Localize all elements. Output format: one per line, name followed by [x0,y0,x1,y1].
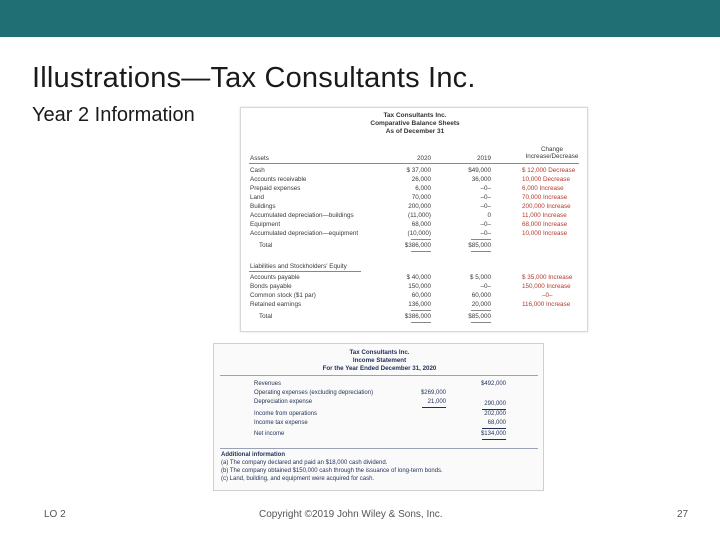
is-company: Tax Consultants Inc. [349,349,410,356]
table-row-label: Accumulated depreciation—buildings [250,212,354,219]
slide-title: Illustrations—Tax Consultants Inc. [32,62,476,94]
is-row-outer: 202,000 [484,411,506,417]
bs-double-rule [471,251,491,252]
table-row-label: Common stock ($1 par) [250,292,316,299]
table-cell: 200,000 [408,203,431,210]
bs-assets-header: Assets [250,155,269,162]
table-cell: (11,000) [408,212,431,219]
is-row-inner: $269,000 [420,390,446,396]
table-cell-change: 70,000 Increase [522,194,568,201]
income-statement-image [213,343,544,491]
table-cell: 60,000 [411,292,431,299]
is-row-label: Income tax expense [254,420,308,426]
table-cell: 136,000 [408,301,431,308]
table-cell: 60,000 [471,292,491,299]
bs-liab-total-2019: $85,000 [468,313,491,320]
table-cell: 150,000 [408,283,431,290]
table-cell: 0 [487,212,491,219]
table-row-label: Accounts receivable [250,176,307,183]
table-cell-change: $ 12,000 Decrease [522,167,576,174]
footer-copyright: Copyright ©2019 John Wiley & Sons, Inc. [259,509,443,520]
is-row-label: Revenues [254,381,282,387]
table-cell-change: 11,000 Increase [522,212,567,219]
bs-liab-total-label: Total [259,313,273,320]
bs-header-rule [249,163,579,164]
bs-assets-total-label: Total [259,242,273,249]
is-additional-item: (a) The company declared and paid an $18,000 cash dividend. [221,460,388,466]
table-row-label: Accounts payable [250,274,300,281]
bs-col-2019: 2019 [476,155,491,162]
is-rule [482,428,506,429]
table-cell-change: –0– [542,292,553,299]
bs-statement-title: Comparative Balance Sheets [370,120,460,127]
bs-col-change-line1: Change [540,146,564,153]
table-row-label: Equipment [250,221,281,228]
bs-liab-total-2020: $386,000 [404,313,431,320]
bs-col-change-line2: Increase/Decrease [525,153,579,160]
is-rule [220,375,538,376]
table-cell: 70,000 [411,194,431,201]
slide-number: 27 [677,509,689,520]
table-cell: $ 40,000 [406,274,431,281]
table-cell: (10,000) [407,230,431,237]
table-row-label: Retained earnings [250,301,302,308]
table-cell-change: 150,000 Increase [522,283,571,290]
is-row-label: Depreciation expense [254,399,313,405]
table-row-label: Cash [250,167,265,174]
table-cell: 6,000 [415,185,431,192]
bs-assets-total-2020: $386,000 [404,242,431,249]
table-cell-change: 200,000 Increase [522,203,571,210]
table-row-label: Bonds payable [250,283,292,290]
is-additional-item: (c) Land, building, and equipment were acquired for cash. [221,476,375,482]
table-cell: –0– [480,221,491,228]
bs-rule [249,271,361,272]
table-cell-change: 116,000 Increase [522,301,571,308]
is-additional-item: (b) The company obtained $150,000 cash through the issuance of long-term bonds. [221,468,443,474]
is-row-outer: $492,000 [480,381,506,387]
table-row-label: Accumulated depreciation—equipment [250,230,359,237]
balance-sheet-image [240,107,588,332]
is-rule [422,407,446,408]
is-row-label: Net income [254,431,285,437]
table-cell: –0– [480,230,491,237]
table-cell: $49,000 [468,167,491,174]
is-double-rule [482,439,506,440]
is-rule [482,409,506,410]
bs-rule [471,239,491,240]
bs-double-rule [411,322,431,323]
is-period: For the Year Ended December 31, 2020 [322,365,437,372]
table-cell: –0– [480,283,491,290]
is-row-outer: $134,000 [480,431,506,437]
table-cell: –0– [480,203,491,210]
bs-rule [411,310,431,311]
table-cell: $ 5,000 [469,274,491,281]
top-banner [0,0,720,37]
table-cell: $ 37,000 [406,167,431,174]
is-additional-header: Additional information [221,452,285,458]
table-cell-change: 10,000 Decrease [522,176,570,183]
bs-col-2020: 2020 [416,155,431,162]
is-statement-title: Income Statement [352,357,407,364]
table-cell: 36,000 [471,176,491,183]
bs-rule [411,239,431,240]
slide-subtitle: Year 2 Information [32,104,195,126]
is-row-label: Operating expenses (excluding depreciation) [254,390,374,396]
table-cell: –0– [480,194,491,201]
is-row-outer: 290,000 [484,401,506,407]
bs-double-rule [411,251,431,252]
bs-col-change [519,146,585,160]
table-cell-change: 68,000 Increase [522,221,568,228]
table-cell-change: 6,000 Increase [522,185,564,192]
table-cell-change: $ 35,000 Increase [522,274,573,281]
table-cell: 20,000 [471,301,491,308]
bs-company: Tax Consultants Inc. [383,112,447,119]
table-cell: 26,000 [411,176,431,183]
bs-rule [471,310,491,311]
bs-date: As of December 31 [385,128,445,135]
is-row-outer: 68,000 [487,420,506,426]
is-rule [220,448,538,449]
table-cell: 68,000 [411,221,431,228]
table-cell: –0– [480,185,491,192]
is-row-inner: 21,000 [427,399,446,405]
footer-learning-objective: LO 2 [44,509,66,520]
table-row-label: Land [250,194,265,201]
is-row-label: Income from operations [254,411,318,417]
bs-liabilities-header: Liabilities and Stockholders' Equity [250,263,347,270]
bs-assets-total-2019: $85,000 [468,242,491,249]
table-row-label: Buildings [250,203,276,210]
bs-double-rule [471,322,491,323]
table-row-label: Prepaid expenses [250,185,301,192]
table-cell-change: 10,000 Increase [522,230,568,237]
